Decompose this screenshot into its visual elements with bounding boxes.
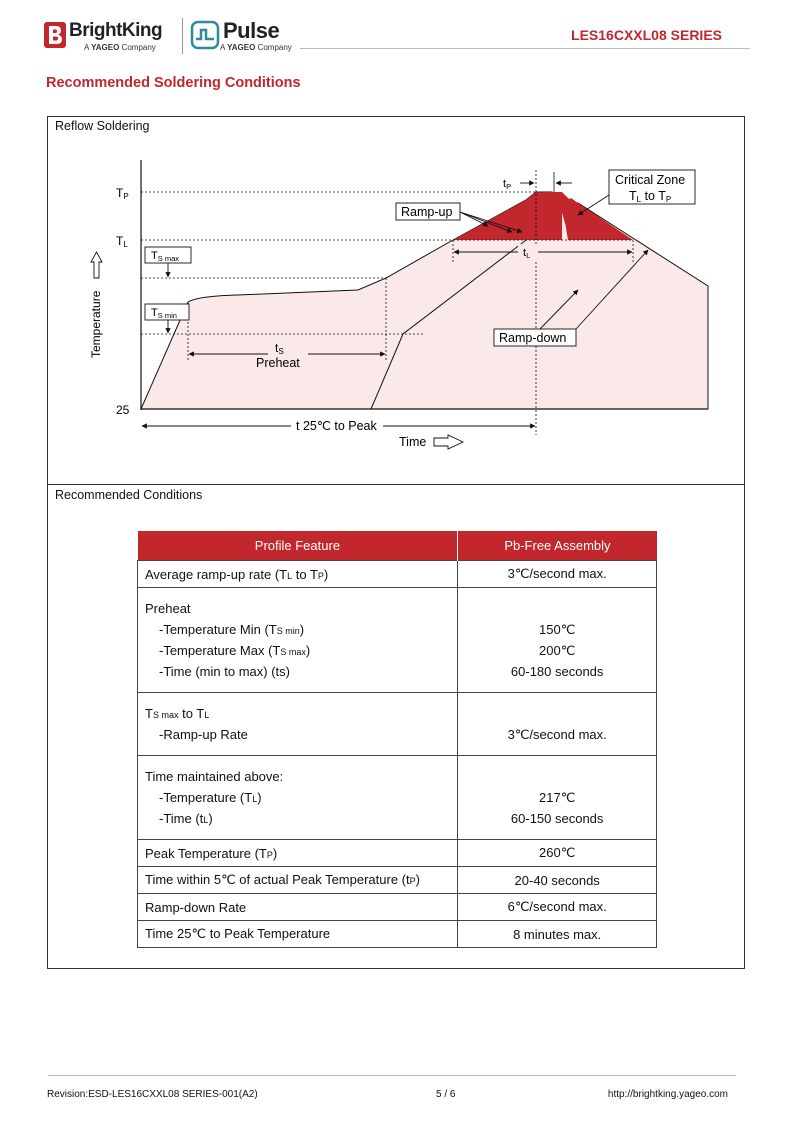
section-title: Recommended Soldering Conditions bbox=[46, 75, 301, 91]
cell-time-25-to-peak-label: Time 25℃ to Peak Temperature bbox=[138, 921, 458, 948]
cell-peak-temperature-label: Peak Temperature (TP) bbox=[138, 840, 458, 867]
ts-min-label: TS min bbox=[151, 307, 177, 320]
cell-preheat-values: 150℃ 200℃ 60-180 seconds bbox=[458, 588, 657, 693]
header-rule bbox=[300, 48, 750, 49]
brightking-logo-icon bbox=[44, 22, 66, 48]
footer-rule bbox=[48, 1075, 736, 1076]
footer-page-number: 5 / 6 bbox=[436, 1089, 456, 1100]
table-row-time-within-5 bbox=[138, 867, 657, 894]
table-row-ramp-up-rate bbox=[138, 561, 657, 588]
tp-time-label: tP bbox=[503, 178, 512, 191]
ramp-up-label: Ramp-up bbox=[401, 205, 453, 219]
cell-tsmax-to-tl-label: TS max to TL -Ramp-up Rate bbox=[138, 693, 458, 756]
pulse-name: Pulse bbox=[223, 18, 280, 43]
cell-preheat-label: Preheat -Temperature Min (TS min) -Temperature Max (TS max) -Time (min to max) (ts) bbox=[138, 588, 458, 693]
cell-time-25-to-peak-value: 8 minutes max. bbox=[458, 921, 657, 948]
time-arrow-icon bbox=[434, 435, 463, 449]
tl-time-label: tL bbox=[523, 247, 531, 260]
header-pb-free-assembly: Pb-Free Assembly bbox=[458, 531, 657, 561]
recommended-conditions-label: Recommended Conditions bbox=[55, 488, 203, 502]
y-origin-label: 25 bbox=[116, 403, 130, 417]
page-header bbox=[0, 0, 794, 70]
conditions-table bbox=[137, 531, 657, 948]
cell-tsmax-to-tl-value: 3℃/second max. bbox=[458, 693, 657, 756]
logo-separator bbox=[182, 18, 183, 54]
temperature-axis-label: Temperature bbox=[89, 290, 103, 358]
cell-time-within-5-value: 20-40 seconds bbox=[458, 867, 657, 894]
cell-ramp-down-rate-value: 6℃/second max. bbox=[458, 894, 657, 921]
ramp-down-label: Ramp-down bbox=[499, 331, 567, 345]
ts-max-label: TS max bbox=[151, 250, 179, 263]
reflow-profile-diagram bbox=[48, 150, 728, 460]
table-row-peak-temperature bbox=[138, 840, 657, 867]
table-row-preheat bbox=[138, 588, 657, 693]
time-axis-label: Time bbox=[399, 435, 427, 449]
cell-time-within-5-label: Time within 5℃ of actual Peak Temperature (tP) bbox=[138, 867, 458, 894]
temperature-arrow-icon bbox=[91, 252, 102, 278]
pulse-logo-icon bbox=[190, 20, 220, 50]
preheat-label: Preheat bbox=[256, 356, 300, 370]
table-row-ramp-down-rate bbox=[138, 894, 657, 921]
brightking-name: BrightKing bbox=[69, 20, 163, 41]
table-row-time-maintained bbox=[138, 756, 657, 840]
pulse-subtitle: A YAGEO Company bbox=[220, 43, 292, 52]
series-title: LES16CXXL08 SERIES bbox=[571, 27, 722, 43]
footer-revision: Revision:ESD-LES16CXXL08 SERIES-001(A2) bbox=[47, 1089, 258, 1100]
critical-zone-pointer bbox=[578, 195, 609, 215]
table-header-row bbox=[138, 531, 657, 561]
critical-zone-line2: TL to TP bbox=[629, 189, 672, 204]
table-row-time-25-to-peak bbox=[138, 921, 657, 948]
cell-time-maintained-values: 217℃ 60-150 seconds bbox=[458, 756, 657, 840]
reflow-soldering-label: Reflow Soldering bbox=[55, 119, 150, 133]
tl-label: TL bbox=[116, 234, 128, 249]
footer-url[interactable]: http://brightking.yageo.com bbox=[607, 1089, 728, 1100]
ramp-up-pointer-1 bbox=[460, 212, 488, 226]
pulse-logo bbox=[190, 20, 310, 56]
cell-peak-temperature-value: 260℃ bbox=[458, 840, 657, 867]
brightking-logo bbox=[44, 20, 184, 56]
cell-time-maintained-label: Time maintained above: -Temperature (TL) -Time (tL) bbox=[138, 756, 458, 840]
brightking-subtitle: A YAGEO Company bbox=[84, 43, 156, 52]
cell-ramp-up-rate-value: 3℃/second max. bbox=[458, 561, 657, 588]
table-row-tsmax-to-tl bbox=[138, 693, 657, 756]
critical-zone-line1: Critical Zone bbox=[615, 173, 686, 187]
header-profile-feature: Profile Feature bbox=[138, 531, 458, 561]
cell-ramp-up-rate-label: Average ramp-up rate (TL to TP) bbox=[138, 561, 458, 588]
t25-to-peak-label: t 25℃ to Peak bbox=[296, 419, 377, 433]
tp-label: TP bbox=[116, 186, 129, 201]
cell-ramp-down-rate-label: Ramp-down Rate bbox=[138, 894, 458, 921]
box-divider bbox=[47, 484, 745, 485]
ts-label: tS bbox=[275, 341, 284, 356]
